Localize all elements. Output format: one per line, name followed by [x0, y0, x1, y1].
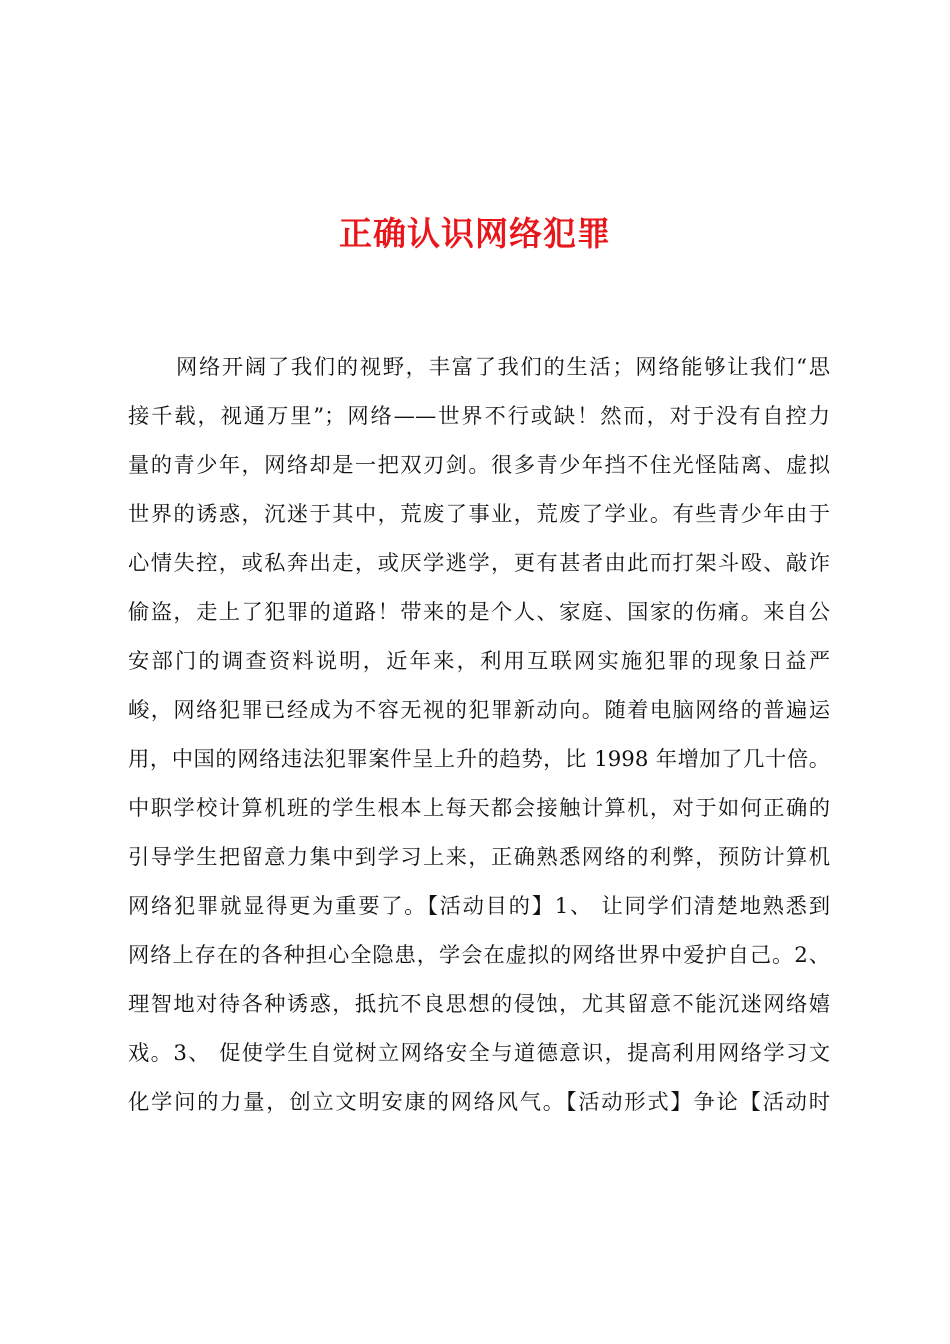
body-line: 网络犯罪就显得更为重要了。【活动目的】1、 让同学们清楚地熟悉到: [128, 894, 830, 919]
body-line: 接千载，视通万里”；网络——世界不行或缺！然而，对于没有自控力: [128, 404, 830, 429]
body-line: 网络开阔了我们的视野，丰富了我们的生活；网络能够让我们“思: [176, 355, 830, 380]
body-line: 引导学生把留意力集中到学习上来，正确熟悉网络的利弊，预防计算机: [128, 845, 830, 870]
body-line: 心情失控，或私奔出走，或厌学逃学，更有甚者由此而打架斗殴、敲诈: [128, 551, 830, 576]
body-line: 偷盗，走上了犯罪的道路！带来的是个人、家庭、国家的伤痛。来自公: [128, 600, 830, 625]
body-line: 化学问的力量，创立文明安康的网络风气。【活动形式】争论【活动时: [128, 1090, 830, 1115]
body-line: 世界的诱惑，沉迷于其中，荒废了事业，荒废了学业。有些青少年由于: [128, 502, 830, 527]
body-line: 峻，网络犯罪已经成为不容无视的犯罪新动向。随着电脑网络的普遍运: [128, 698, 830, 723]
document-title: 正确认识网络犯罪: [339, 214, 611, 253]
body-line: 量的青少年，网络却是一把双刃剑。很多青少年挡不住光怪陆离、虚拟: [128, 453, 830, 478]
body-line: 理智地对待各种诱惑，抵抗不良思想的侵蚀，尤其留意不能沉迷网络嬉: [128, 992, 830, 1017]
body-line: 网络上存在的各种担心全隐患，学会在虚拟的网络世界中爱护自己。2、: [128, 943, 830, 968]
body-line: 中职学校计算机班的学生根本上每天都会接触计算机，对于如何正确的: [128, 796, 830, 821]
document-body: [128, 343, 830, 1127]
body-line: 用，中国的网络违法犯罪案件呈上升的趋势，比 1998 年增加了几十倍。: [128, 747, 830, 772]
body-line: 安部门的调查资料说明，近年来，利用互联网实施犯罪的现象日益严: [128, 649, 830, 674]
body-line: 戏。3、 促使学生自觉树立网络安全与道德意识，提高利用网络学习文: [128, 1041, 830, 1066]
